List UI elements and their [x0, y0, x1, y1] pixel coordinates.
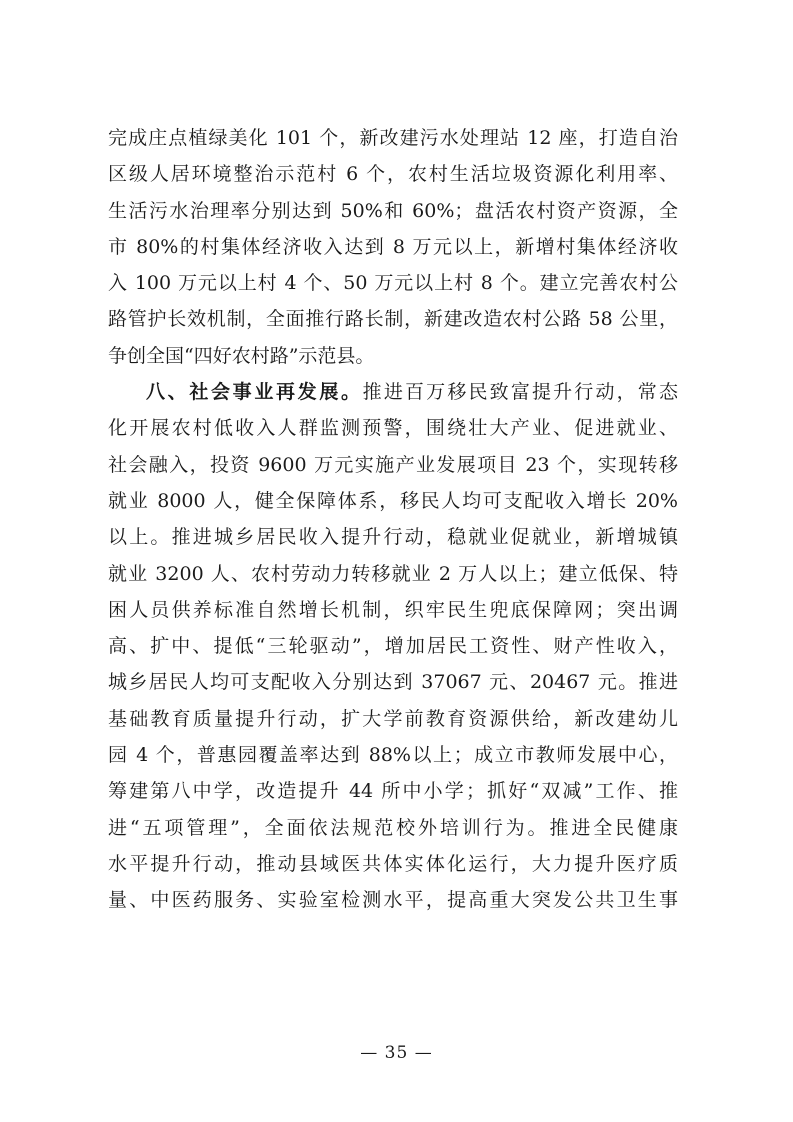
text-line: 化开展农村低收入人群监测预警，围绕壮大产业、促进就业、 — [108, 417, 678, 440]
text-line: 就业 8000 人，健全保障体系，移民人均可支配收入增长 20% — [108, 489, 678, 512]
text-line: 困人员供养标准自然增长机制，织牢民生兜底保障网；突出调 — [108, 598, 678, 621]
body-text — [108, 120, 678, 919]
text-line: 基础教育质量提升行动，扩大学前教育资源供给，新改建幼儿 — [108, 707, 678, 730]
text-line: 以上。推进城乡居民收入提升行动，稳就业促就业，新增城镇 — [108, 526, 678, 549]
section-heading-line — [108, 374, 678, 410]
text-line: 区级人居环境整治示范村 6 个，农村生活垃圾资源化利用率、 — [108, 163, 678, 186]
text-line: 筹建第八中学，改造提升 44 所中小学；抓好“双减”工作、推 — [108, 780, 678, 803]
text-line: 争创全国“四好农村路”示范县。 — [108, 344, 375, 367]
text-line: 入 100 万元以上村 4 个、50 万元以上村 8 个。建立完善农村公 — [108, 272, 678, 295]
text-span: 推进百万移民致富提升行动，常态 — [362, 381, 678, 404]
section-heading: 八、社会事业再发展。 — [146, 381, 363, 404]
text-line: 路管护长效机制，全面推行路长制，新建改造农村公路 58 公里， — [108, 308, 678, 331]
text-line: 生活污水治理率分别达到 50%和 60%；盘活农村资产资源，全 — [108, 199, 678, 222]
text-line: 进“五项管理”，全面依法规范校外培训行为。推进全民健康 — [108, 816, 678, 839]
text-line: 高、扩中、提低“三轮驱动”，增加居民工资性、财产性收入， — [108, 635, 678, 658]
text-line: 完成庄点植绿美化 101 个，新改建污水处理站 12 座，打造自治 — [108, 127, 678, 149]
text-line: 量、中医药服务、实验室检测水平，提高重大突发公共卫生事 — [108, 889, 678, 912]
text-line: 就业 3200 人、农村劳动力转移就业 2 万人以上；建立低保、特 — [108, 562, 678, 585]
page-number: — 35 — — [360, 1043, 433, 1063]
text-line: 市 80%的村集体经济收入达到 8 万元以上，新增村集体经济收 — [108, 235, 678, 258]
text-line: 城乡居民人均可支配收入分别达到 37067 元、20467 元。推进 — [108, 671, 678, 694]
text-line: 社会融入，投资 9600 万元实施产业发展项目 23 个，实现转移 — [108, 453, 678, 476]
text-line: 园 4 个，普惠园覆盖率达到 88%以上；成立市教师发展中心， — [108, 744, 678, 767]
text-line: 水平提升行动，推动县域医共体实体化运行，大力提升医疗质 — [108, 852, 678, 875]
